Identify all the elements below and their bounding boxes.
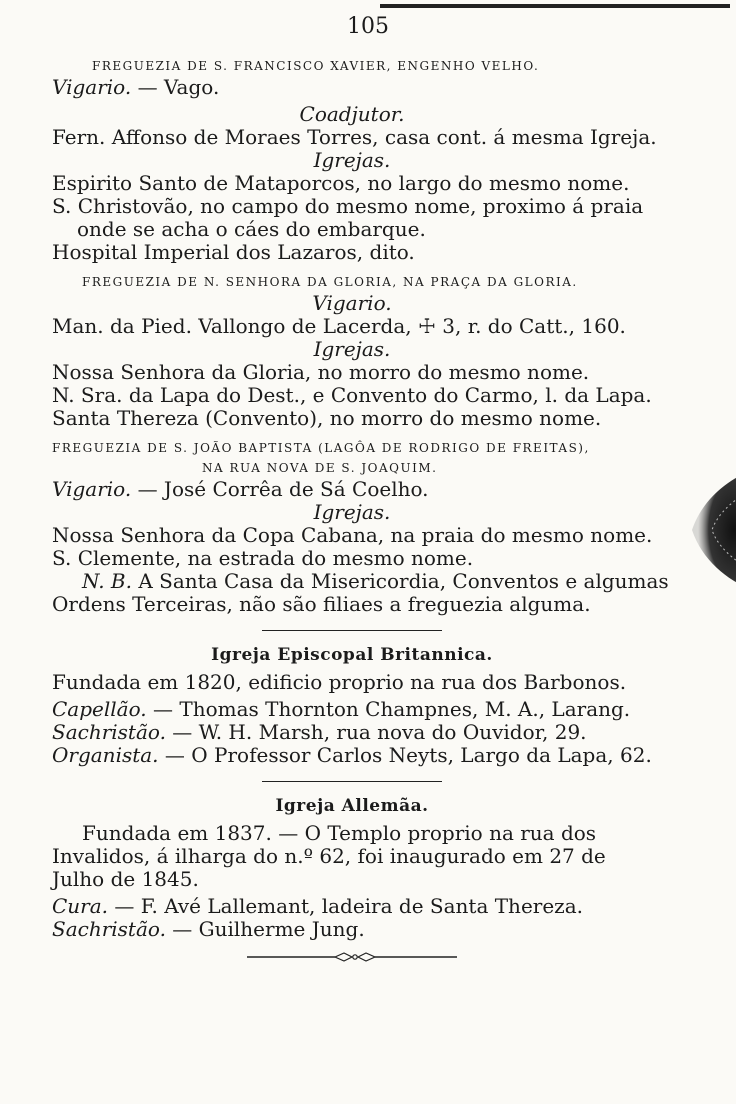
igrejas-label: Igrejas.: [313, 148, 391, 172]
section-divider: [262, 630, 442, 631]
vigario-line: [52, 478, 652, 501]
vigario-value: — José Corrêa de Sá Coelho.: [131, 477, 429, 501]
coadjutor-label: Coadjutor.: [299, 102, 405, 126]
vigario-address: 3, r. do Catt., 160.: [435, 314, 626, 338]
section-title-igreja-allemaa: Igreja Allemãa.: [275, 796, 429, 816]
parish-heading-line2: NA RUA NOVA DE S. JOAQUIM.: [202, 461, 438, 475]
nota-bene-text-continued: Ordens Terceiras, não são filiaes a freguezia alguma.: [52, 592, 591, 616]
staff-detail: — Guilherme Jung.: [165, 917, 365, 941]
church-item: Santa Thereza (Convento), no morro do mesmo nome.: [52, 406, 602, 430]
church-item: Nossa Senhora da Copa Cabana, na praia do mesmo nome.: [52, 523, 653, 547]
staff-row: [52, 744, 652, 767]
staff-role: Sachristão.: [52, 720, 166, 744]
parish-heading-s-joao-baptista: FREGUEZIA DE S. JOÃO BAPTISTA (LAGÔA DE RODRIGO DE FREITAS),: [52, 441, 590, 455]
vigario-value: — Vago.: [131, 75, 220, 99]
order-cross-icon: ☩: [417, 314, 436, 338]
staff-row: [52, 721, 652, 744]
section-divider: [262, 781, 442, 782]
page-content: [52, 56, 669, 963]
page-number: 105: [347, 14, 389, 39]
staff-row: [52, 918, 652, 941]
staff-role: Cura.: [52, 894, 109, 918]
nota-bene-label: N. B.: [82, 569, 132, 593]
section-title-igreja-britannica: Igreja Episcopal Britannica.: [211, 645, 493, 665]
staff-detail: — F. Avé Lallemant, ladeira de Santa Thereza.: [108, 894, 583, 918]
vigario-text: [52, 315, 652, 338]
church-item: Espirito Santo de Mataporcos, no largo do mesmo nome.: [52, 171, 630, 195]
church-item: Nossa Senhora da Gloria, no morro do mesmo nome.: [52, 360, 590, 384]
parish-heading-s-francisco-xavier: FREGUEZIA DE S. FRANCISCO XAVIER, ENGENHO VELHO.: [92, 59, 540, 73]
parish-heading-gloria: FREGUEZIA DE N. SENHORA DA GLORIA, NA PRAÇA DA GLORIA.: [82, 275, 578, 289]
nota-bene-text: A Santa Casa da Misericordia, Conventos e algumas: [132, 569, 669, 593]
founded-text: Fundada em 1820, edificio proprio na rua dos Barbonos.: [52, 670, 627, 694]
founded-text-continued: Invalidos, á ilharga do n.º 62, foi inaugurado em 27 de: [52, 844, 606, 868]
binding-clasp-artifact: [682, 470, 736, 590]
vigario-label: Vigario.: [52, 75, 132, 99]
founded-text-continued: Julho de 1845.: [52, 867, 199, 891]
staff-role: Organista.: [52, 743, 159, 767]
staff-role: Sachristão.: [52, 917, 166, 941]
church-item-continued: onde se acha o cáes do embarque.: [77, 217, 426, 241]
church-item: S. Clemente, na estrada do mesmo nome.: [52, 546, 474, 570]
vigario-line: [52, 76, 652, 99]
coadjutor-text: Fern. Affonso de Moraes Torres, casa cont. á mesma Igreja.: [52, 125, 657, 149]
igrejas-label: Igrejas.: [313, 337, 391, 361]
founded-text: Fundada em 1837. — O Templo proprio na rua dos: [82, 821, 597, 845]
staff-row: [52, 698, 652, 721]
top-border-line: [380, 4, 730, 8]
staff-detail: — W. H. Marsh, rua nova do Ouvidor, 29.: [165, 720, 587, 744]
igrejas-label: Igrejas.: [313, 500, 391, 524]
staff-row: [52, 895, 652, 918]
staff-role: Capellão.: [52, 697, 147, 721]
staff-detail: — O Professor Carlos Neyts, Largo da Lapa, 62.: [158, 743, 652, 767]
end-ornament-icon: [247, 951, 457, 963]
nota-bene-line: [52, 569, 669, 593]
vigario-label: Vigario.: [312, 291, 392, 315]
church-item: S. Christovão, no campo do mesmo nome, proximo á praia: [52, 194, 644, 218]
church-item: Hospital Imperial dos Lazaros, dito.: [52, 240, 415, 264]
vigario-label: Vigario.: [52, 477, 132, 501]
church-item: N. Sra. da Lapa do Dest., e Convento do Carmo, l. da Lapa.: [52, 383, 652, 407]
vigario-name: Man. da Pied. Vallongo de Lacerda,: [52, 314, 412, 338]
staff-detail: — Thomas Thornton Champnes, M. A., Larang.: [146, 697, 631, 721]
